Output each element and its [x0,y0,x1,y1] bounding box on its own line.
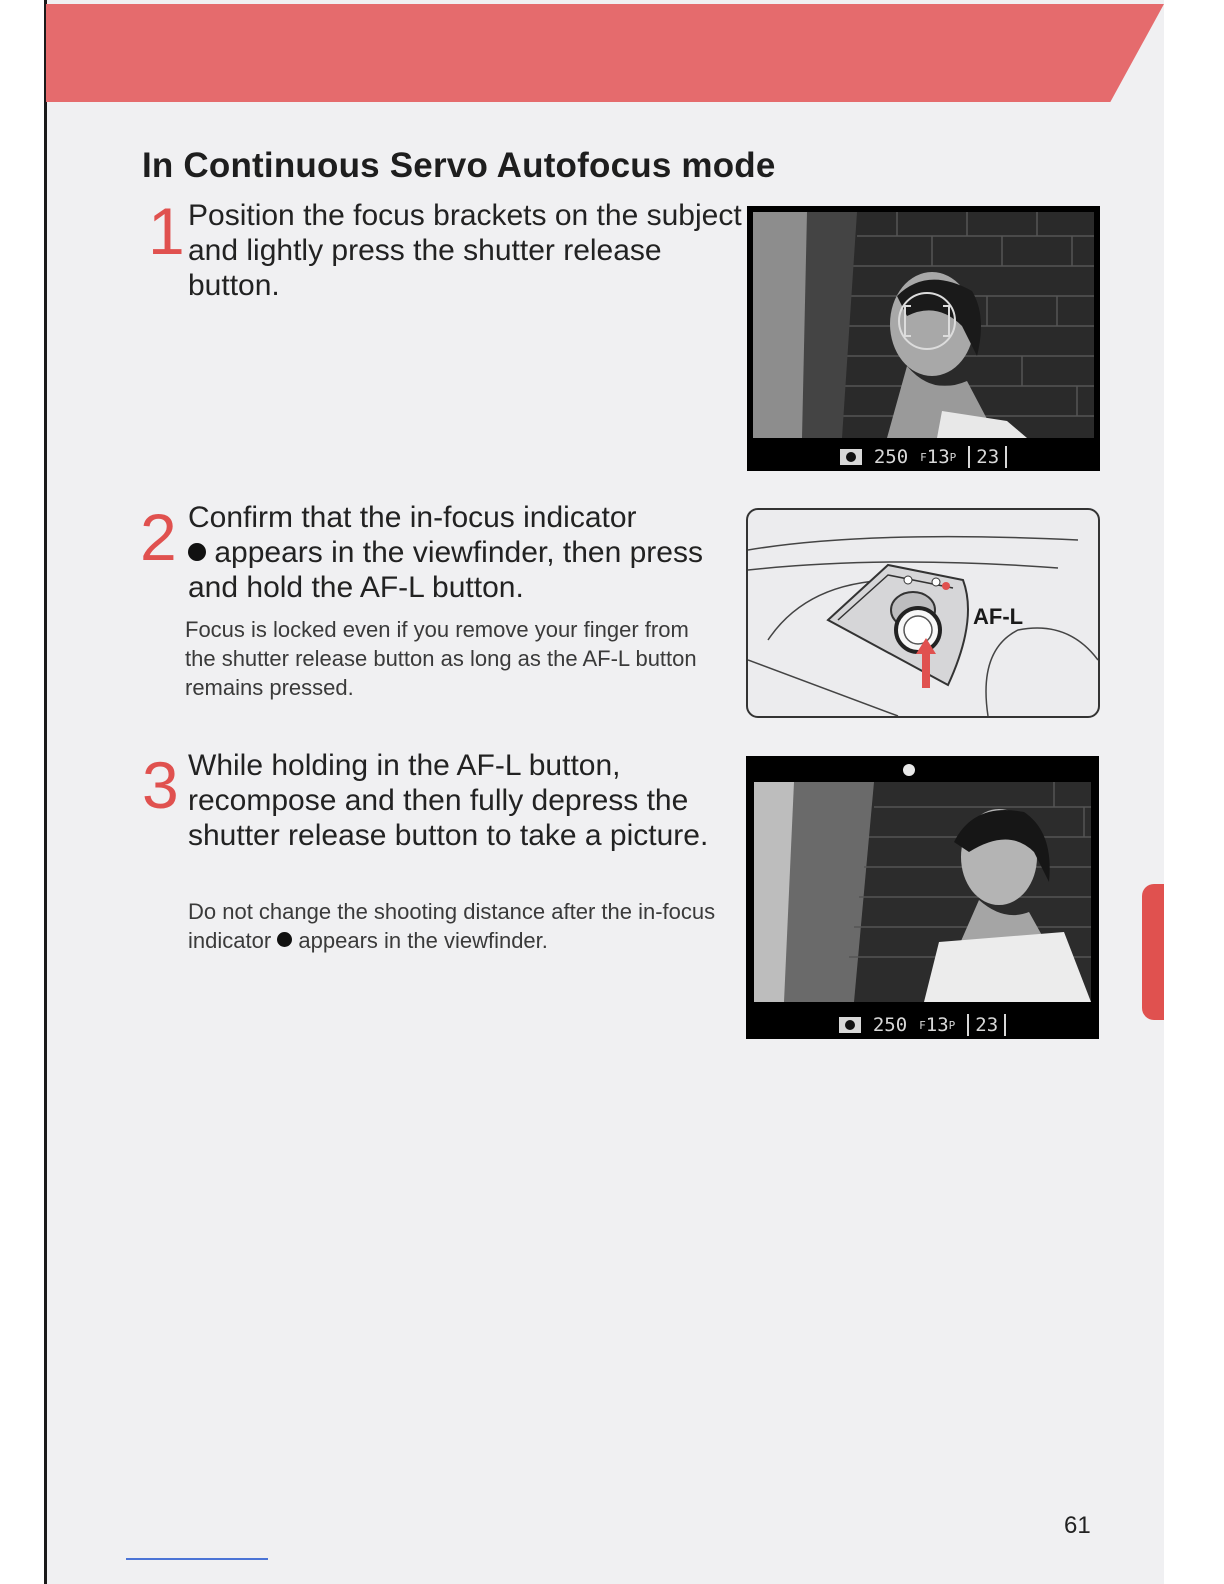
binding-edge [44,0,47,1584]
aperture-prefix: F [919,1019,926,1032]
header-banner [46,4,1164,102]
shutter-speed-value: 250 [872,1014,908,1036]
aperture-number: 13 [926,446,950,468]
viewfinder-lcd-2 [746,1011,1099,1039]
section-heading: In Continuous Servo Autofocus mode [142,146,776,185]
aperture-number: 13 [925,1014,949,1036]
step-3-number: 3 [142,748,179,822]
shutter-speed-value: 250 [873,446,909,468]
step-3-note [188,897,718,955]
step-2-text-end: appears in the viewfinder, then press and hold the AF-L button. [188,536,703,604]
page-number: 61 [1064,1512,1091,1539]
step-2-text [188,500,748,605]
step-3-note-start: Do not change the shooting distance after the in-focus indicator [188,899,716,953]
matrix-meter-icon [840,449,862,465]
in-focus-dot-icon [903,764,915,776]
section-thumb-tab [1142,884,1164,1020]
step-2-note: Focus is locked even if you remove your finger from the shutter release button as long as the AF-L button remains pressed. [185,617,697,700]
frame-count: 23 [968,446,1007,468]
viewfinder-photo-2 [746,756,1099,1039]
exposure-mode: P [948,1019,956,1032]
aperture-value [919,1014,955,1036]
viewfinder-photo-1 [747,206,1100,471]
viewfinder-lcd-1 [747,443,1100,471]
exposure-mode: P [949,451,957,464]
step-1-number: 1 [148,194,185,268]
arrow-up-icon [916,638,936,688]
matrix-meter-icon [839,1017,861,1033]
viewfinder-scene-2 [754,782,1091,1002]
aperture-value [920,446,956,468]
step-3-note-end: appears in the viewfinder. [298,928,548,953]
step-2-number: 2 [140,500,177,574]
viewfinder-scene-1 [747,206,1100,471]
step-2-text-start: Confirm that the in-focus indicator [188,501,637,534]
in-focus-dot-icon [188,543,206,561]
frame-count: 23 [967,1014,1006,1036]
af-l-label: AF-L [973,604,1024,629]
step-1-text: Position the focus brackets on the subject and lightly press the shutter release button. [188,199,742,302]
in-focus-dot-icon [277,932,292,947]
aperture-prefix: F [920,451,927,464]
af-l-button-illustration [746,508,1100,718]
bottom-link-underline [126,1558,268,1560]
step-3-text: While holding in the AF-L button, recompose and then fully depress the shutter release button to take a picture. [188,749,709,852]
